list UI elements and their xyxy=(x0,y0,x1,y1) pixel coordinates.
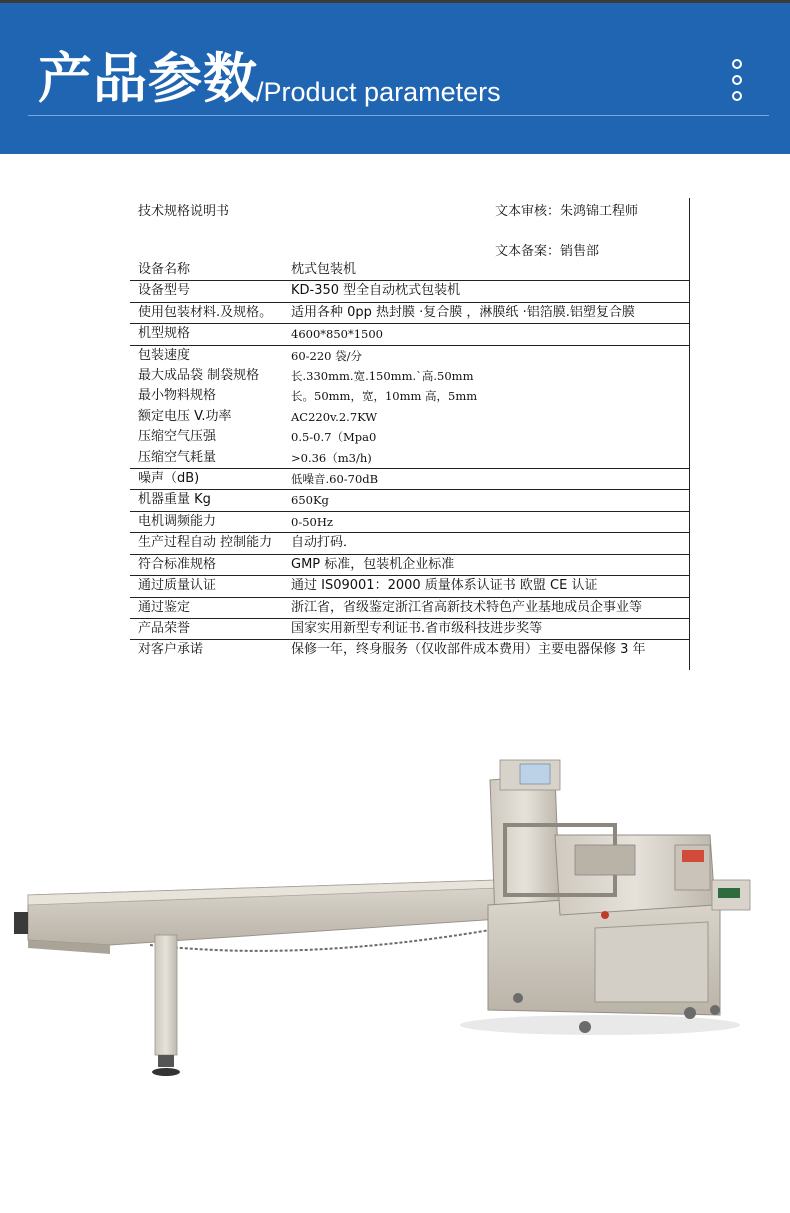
spec-value: 适用各种 0pp 热封膜 ·复合膜 ，淋膜纸 ·铝箔膜.铝塑复合膜 xyxy=(283,302,690,323)
table-row xyxy=(130,618,690,639)
doc-archive: 文本备案：销售部 xyxy=(495,244,600,259)
spec-doc-header xyxy=(130,198,690,260)
spec-key: 电机调频能力 xyxy=(130,511,283,532)
spec-key: 机器重量 Kg xyxy=(130,490,283,511)
spec-sheet xyxy=(130,198,690,661)
spec-key: 设备名称 xyxy=(130,260,283,281)
spec-key: 产品荣誉 xyxy=(130,618,283,639)
spec-table xyxy=(130,260,690,661)
spec-value: 保修一年，终身服务（仅收部件成本费用）主要电器保修 3 年 xyxy=(291,642,646,658)
doc-review: 文本审核：朱鸿锦工程师 xyxy=(495,204,639,219)
table-row xyxy=(130,448,690,469)
spec-key: 噪声（dB) xyxy=(130,469,283,490)
spec-value: 国家实用新型专利证书.省市级科技进步奖等 xyxy=(283,618,690,639)
spec-key: 包装速度 xyxy=(138,347,191,363)
table-row xyxy=(130,533,690,554)
table-row xyxy=(130,324,690,345)
spec-key: 通过质量认证 xyxy=(130,576,283,597)
spec-key: 使用包装材料.及规格。 xyxy=(130,302,283,323)
spec-value: 低噪音.60-70dB xyxy=(283,469,690,490)
spec-value: 4600*850*1500 xyxy=(283,324,690,345)
spec-value: >0.36（m3/h) xyxy=(283,448,690,469)
header-divider xyxy=(28,115,769,116)
spec-key: 最小物料规格 xyxy=(138,388,217,404)
table-row xyxy=(130,345,690,366)
spec-value: AC220v.2.7KW xyxy=(291,409,378,424)
table-row xyxy=(130,576,690,597)
vertical-dots-icon xyxy=(730,59,744,105)
spec-key: 最大成品袋 制袋规格 xyxy=(138,368,260,384)
spec-value: 0-50Hz xyxy=(283,511,690,532)
spec-key: 生产过程自动 控制能力 xyxy=(130,533,283,554)
table-row xyxy=(130,407,690,427)
spec-value: 长.330mm.宽.150mm.`高.50mm xyxy=(291,369,474,384)
spec-key: 额定电压 V.功率 xyxy=(138,408,232,424)
spec-key: 机型规格 xyxy=(130,324,283,345)
spec-right-border xyxy=(689,198,690,670)
doc-title: 技术规格说明书 xyxy=(138,204,230,219)
spec-value: GMP 标准，包装机企业标准 xyxy=(283,554,690,575)
table-row xyxy=(130,366,690,386)
spec-key: 符合标准规格 xyxy=(130,554,283,575)
spec-value: 浙江省，省级鉴定浙江省高新技术特色产业基地成员企事业等 xyxy=(283,597,690,618)
spec-value: 自动打码． xyxy=(283,533,690,554)
table-row xyxy=(130,640,690,661)
table-row xyxy=(130,260,690,281)
spec-key: 对客户承诺 xyxy=(138,642,204,658)
table-row xyxy=(130,469,690,490)
pillow-packing-machine-photo xyxy=(0,740,790,1100)
spec-value: 通过 IS09001：2000 质量体系认证书 欧盟 CE 认证 xyxy=(283,576,690,597)
section-title-en: /Product parameters xyxy=(256,77,501,107)
section-header xyxy=(0,3,790,154)
spec-key: 压缩空气压强 xyxy=(138,429,217,445)
table-row xyxy=(130,386,690,406)
table-row xyxy=(130,597,690,618)
spec-key: 压缩空气耗量 xyxy=(130,448,283,469)
table-row xyxy=(130,302,690,323)
table-row xyxy=(130,511,690,532)
spec-value: 60-220 袋/分 xyxy=(291,348,362,363)
table-row xyxy=(130,281,690,302)
spec-value: 长。50mm，宽，10mm 高，5mm xyxy=(291,389,478,404)
spec-value: 0.5-0.7（Mpa0 xyxy=(291,430,377,445)
spec-key: 设备型号 xyxy=(130,281,283,302)
table-row xyxy=(130,490,690,511)
spec-value: KD-350 型全自动枕式包装机 xyxy=(283,281,690,302)
spec-value: 枕式包装机 xyxy=(283,260,690,281)
spec-key: 通过鉴定 xyxy=(130,597,283,618)
spec-value: 650Kg xyxy=(283,490,690,511)
table-row xyxy=(130,427,690,447)
table-row xyxy=(130,554,690,575)
section-title-cn: 产品参数 xyxy=(38,47,258,110)
